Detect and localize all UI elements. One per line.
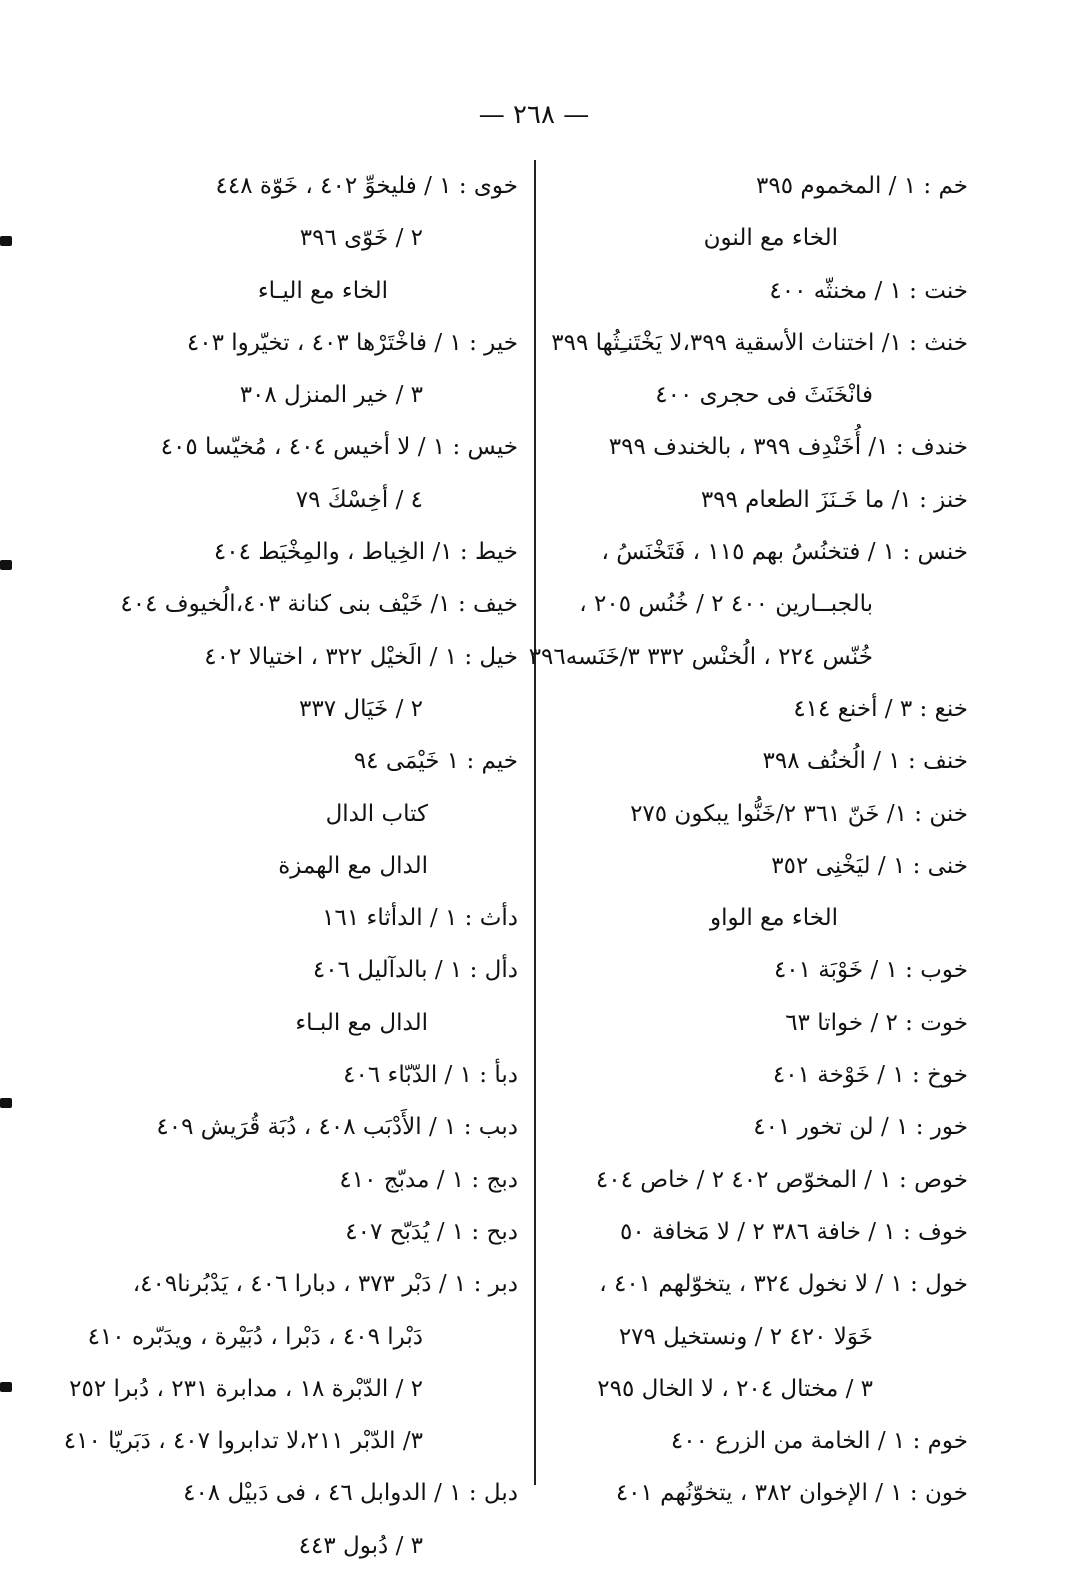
index-entry: دبر : ١ / دَبْر ٣٧٣ ، دبارا ٤٠٦ ، يَدْبُرنا٤٠٩، bbox=[132, 1271, 518, 1298]
index-entry: خور : ١ / لن تخور ٤٠١ bbox=[753, 1114, 968, 1141]
column-divider bbox=[534, 160, 536, 1485]
section-heading: الخاء مع الواو bbox=[709, 905, 838, 932]
index-entry: خوب : ١ / خَوْبَة ٤٠١ bbox=[773, 957, 968, 984]
index-entry: خول : ١ / لا نخول ٣٢٤ ، يتخوّلهم ٤٠١ ، bbox=[599, 1271, 968, 1298]
index-entry: دبل : ١ / الدوابل ٤٦ ، فى دَبيْل ٤٠٨ bbox=[183, 1480, 518, 1507]
index-entry: خيل : ١ / الَخيْل ٣٢٢ ، اختيالا ٤٠٢ bbox=[204, 643, 518, 670]
index-entry: خوت : ٢ / خواتا ٦٣ bbox=[785, 1009, 968, 1036]
index-entry: خُنّس ٢٢٤ ، الُخنْس ٣٣٢ ٣/خَنَسه٣٩٦ bbox=[528, 643, 873, 670]
index-entry: خوص : ١ / المخوّص ٤٠٢ ٢ / خاص ٤٠٤ bbox=[595, 1166, 968, 1193]
index-entry: ٣ / خير المنزل ٣٠٨ bbox=[239, 382, 423, 409]
index-entry: دبأ : ١ / الدّبّاء ٤٠٦ bbox=[343, 1062, 518, 1089]
index-entry: خير : ١ / فاخْتَرْها ٤٠٣ ، تخيّروا ٤٠٣ bbox=[186, 329, 518, 356]
index-entry: بالجبــارين ٤٠٠ ٢ / خُنُس ٢٠٥ ، bbox=[579, 591, 873, 618]
margin-mark bbox=[0, 236, 12, 246]
right-column bbox=[528, 160, 968, 1520]
index-entry: خيس : ١ / لا أخيس ٤٠٤ ، مُخيّسا ٤٠٥ bbox=[160, 434, 518, 461]
index-entry: خوى : ١ / فليخوِّ ٤٠٢ ، خَوّة ٤٤٨ bbox=[215, 173, 518, 199]
index-entry: خنث : ١/ اختناث الأسقية ٣٩٩،لا يَخْتَنـِثُها ٣٩٩ bbox=[551, 329, 968, 356]
section-heading: الخاء مع اليـاء bbox=[257, 277, 388, 304]
index-entry: خيط : ١/ الخِياط ، والمِخْيَط ٤٠٤ bbox=[213, 539, 518, 566]
index-entry: خنى : ١ / ليَخْنِى ٣٥٢ bbox=[771, 852, 968, 879]
section-heading: الدال مع البـاء bbox=[295, 1009, 428, 1036]
index-entry: دأث : ١ / الدأثاء ١٦١ bbox=[322, 905, 518, 932]
index-entry: دبح : ١ / يُدَبّح ٤٠٧ bbox=[345, 1218, 518, 1245]
section-heading: الدال مع الهمزة bbox=[278, 852, 428, 879]
index-entry: خندف : ١/ أُخَنْدِف ٣٩٩ ، بالخندف ٣٩٩ bbox=[608, 434, 968, 461]
index-entry: دأل : ١ / بالدآليل ٤٠٦ bbox=[312, 957, 518, 984]
index-entry: ٣/ الدّبْر ٢١١،لا تدابروا ٤٠٧ ، دَبَريّا ٤١٠ bbox=[63, 1428, 423, 1455]
index-entry: خيم : ١ خَيْمَى ٩٤ bbox=[353, 748, 518, 775]
index-entry: خم : ١ / المخموم ٣٩٥ bbox=[756, 173, 968, 199]
index-entry: خنس : ١ / فتخنُسُ بهم ١١٥ ، فَتَخْنَسُ ، bbox=[601, 539, 968, 566]
index-entry: خنت : ١ / مخنثّه ٤٠٠ bbox=[769, 277, 968, 304]
index-entry: خيف : ١/ خَيْف بنى كنانة ٤٠٣،الُخيوف ٤٠٤ bbox=[120, 591, 518, 618]
section-heading: كتاب الدال bbox=[325, 800, 428, 827]
index-entry: دبب : ١ / الأَدْبَب ٤٠٨ ، دُبَة قُرَيش ٤٠٩ bbox=[156, 1114, 518, 1141]
index-entry: خنز : ١/ ما خَـنَزَ الطعام ٣٩٩ bbox=[700, 486, 968, 513]
index-entry: ٣ / مختال ٢٠٤ ، لا الخال ٢٩٥ bbox=[597, 1375, 873, 1402]
index-entry: خنف : ١ / الُخنُف ٣٩٨ bbox=[762, 748, 968, 775]
index-entry: خوم : ١ / الخامة من الزرع ٤٠٠ bbox=[670, 1428, 968, 1455]
margin-mark bbox=[0, 1098, 12, 1108]
index-entry: ٢ / خَيَال ٣٣٧ bbox=[299, 695, 423, 722]
margin-mark bbox=[0, 1382, 12, 1392]
margin-mark bbox=[0, 560, 12, 570]
index-entry: خون : ١ / الإخوان ٣٨٢ ، يتخوّنُهم ٤٠١ bbox=[615, 1480, 968, 1507]
index-entry: خوف : ١ / خافة ٣٨٦ ٢ / لا مَخافة ٥٠ bbox=[620, 1218, 968, 1245]
index-entry: خنع : ٣ / أخنع ٤١٤ bbox=[793, 695, 968, 722]
index-entry: دبج : ١ / مدبّج ٤١٠ bbox=[339, 1166, 518, 1193]
index-entry: فانْخَنَثَ فى حجرى ٤٠٠ bbox=[655, 382, 873, 409]
index-entry: خوخ : ١ / خَوْخة ٤٠١ bbox=[772, 1062, 968, 1089]
index-entry: ٢ / خَوّى ٣٩٦ bbox=[299, 225, 423, 252]
index-entry: ٣ / دُبول ٤٤٣ bbox=[298, 1532, 423, 1559]
section-heading: الخاء مع النون bbox=[703, 225, 838, 252]
index-entry: ٢ / الدّبْرة ١٨ ، مدابرة ٢٣١ ، دُبرا ٢٥٢ bbox=[69, 1375, 423, 1402]
index-entry: ٤ / أخِسْكَ ٧٩ bbox=[295, 486, 423, 513]
left-column bbox=[63, 160, 518, 1572]
index-entry: دَبْرا ٤٠٩ ، دَبْرا ، دُبَيْرة ، ويدَبّره ٤١٠ bbox=[87, 1323, 423, 1350]
index-entry: خنن : ١/ خَنّ ٣٦١ ٢/خَنُّوا يبكون ٢٧٥ bbox=[630, 800, 968, 827]
page-number: — ٢٦٨ — bbox=[478, 100, 590, 130]
index-entry: خَوَلا ٤٢٠ ٢ / ونستخيل ٢٧٩ bbox=[618, 1323, 873, 1350]
